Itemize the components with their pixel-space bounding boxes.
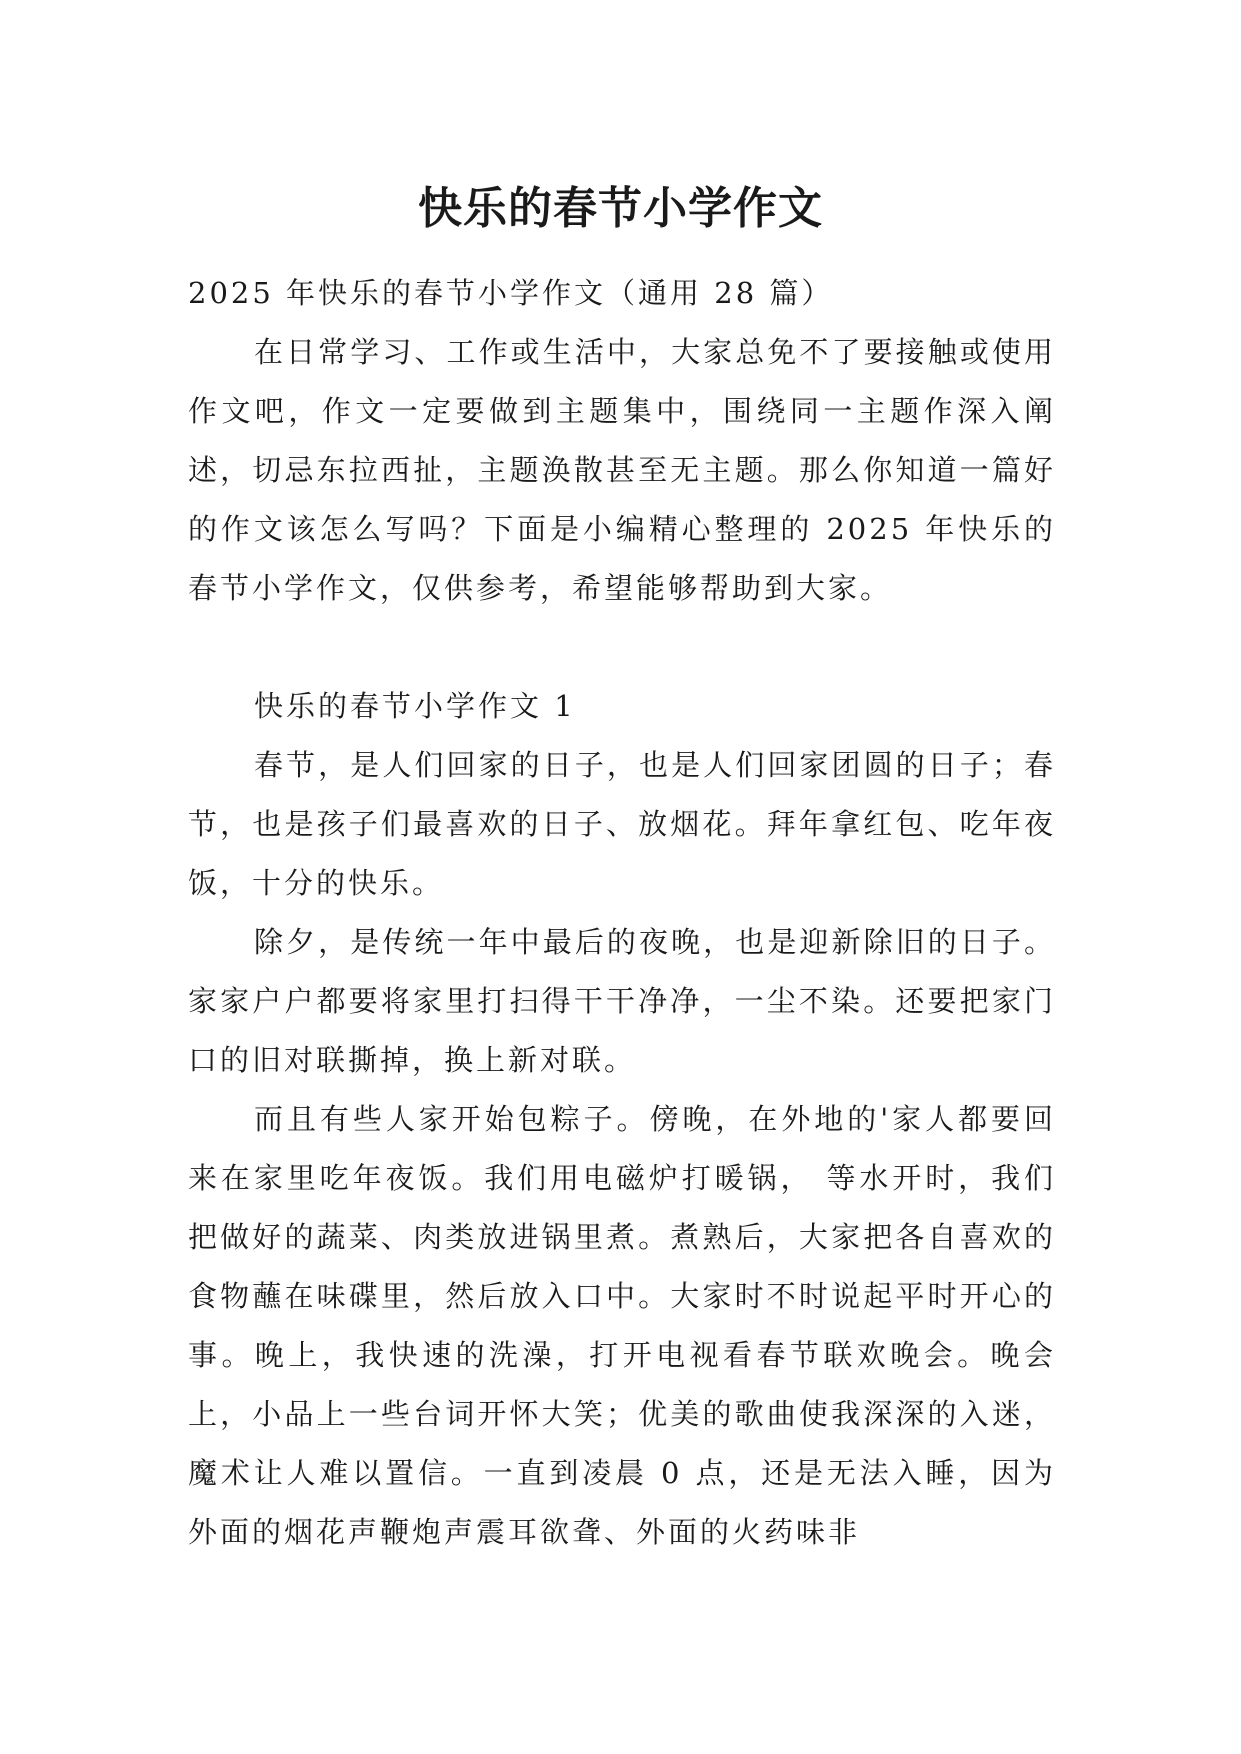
document-subtitle: 2025 年快乐的春节小学作文（通用 28 篇） <box>188 276 834 310</box>
essay-paragraph: 除夕，是传统一年中最后的夜晚，也是迎新除旧的日子。家家户户都要将家里打扫得干干净净，一尘不染。还要把家门口的旧对联撕掉，换上新对联。 <box>188 925 1056 1077</box>
document-title: 快乐的春节小学作文 <box>418 183 823 235</box>
essay-paragraph: 春节，是人们回家的日子，也是人们回家团圆的日子；春节，也是孩子们最喜欢的日子、放烟花。拜年拿红包、吃年夜饭，十分的快乐。 <box>188 748 1056 900</box>
section-spacer <box>188 618 1056 677</box>
intro-paragraph: 在日常学习、工作或生活中，大家总免不了要接触或使用作文吧，作文一定要做到主题集中，围绕同一主题作深入阐述，切忌东拉西扯，主题涣散甚至无主题。那么你知道一篇好的作文该怎么写吗？下面是小编精心整理的 2025 年快乐的春节小学作文，仅供参考，希望能够帮助到大家。 <box>188 335 1056 605</box>
essay-heading: 快乐的春节小学作文 1 <box>254 689 576 723</box>
essay-paragraph: 而且有些人家开始包粽子。傍晚，在外地的'家人都要回来在家里吃年夜饭。我们用电磁炉打暖锅， 等水开时，我们把做好的蔬菜、肉类放进锅里煮。煮熟后，大家把各自喜欢的食物蘸在味碟里，然后放入口中。大家时不时说起平时开心的事。晚上，我快速的洗澡，打开电视看春节联欢晚会。晚会上，小品上一些台词开怀大笑；优美的歌曲使我深深的入迷，魔术让人难以置信。一直到凌晨 0 点，还是无法入睡，因为外面的烟花声鞭炮声震耳欲聋、外面的火药味非 <box>188 1102 1056 1549</box>
document-body <box>188 264 1056 1562</box>
